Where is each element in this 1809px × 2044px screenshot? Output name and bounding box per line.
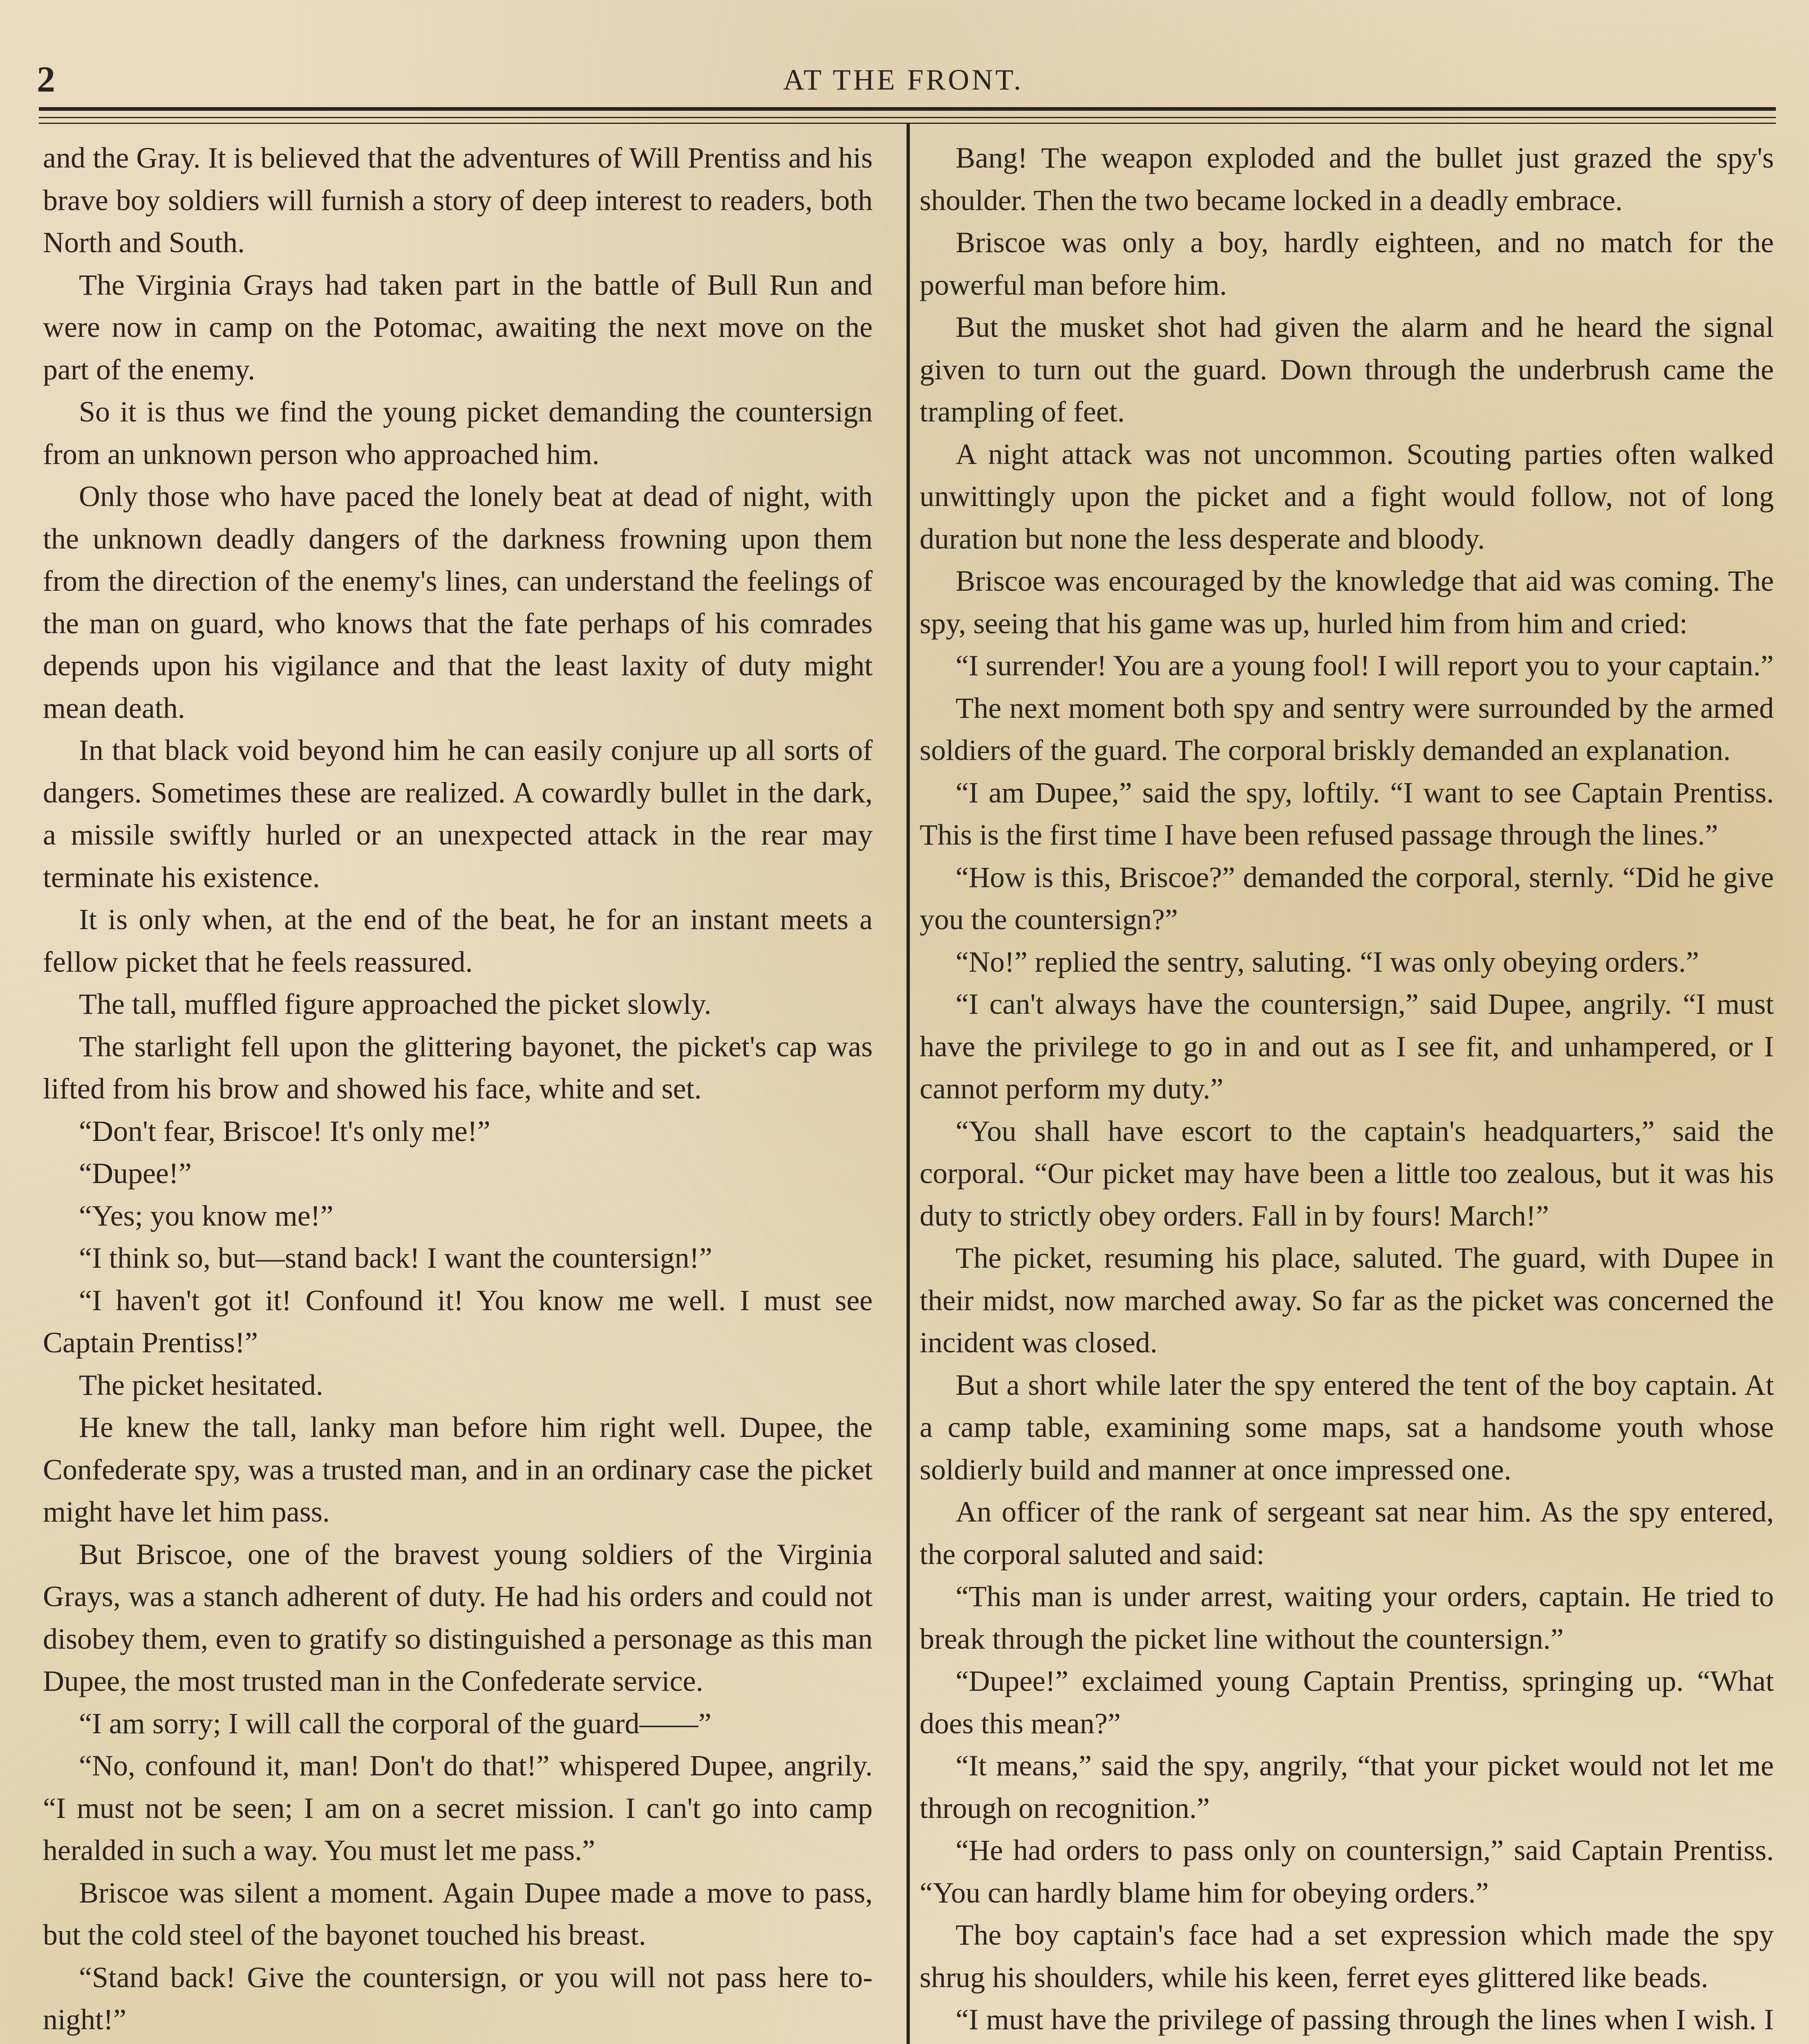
paragraph: But the musket shot had given the alarm and he heard the signal given to turn out the guard. Down through the underbrush came the trampling of feet. bbox=[920, 311, 1774, 428]
paragraph: “You shall have escort to the captain's headquarters,” said the corporal. “Our picket may have been a little too zealous, but it was his duty to strictly obey orders. Fall in by fours! March!” bbox=[920, 1114, 1774, 1232]
paragraph: “Stand back! Give the countersign, or you will not pass here to-night!” bbox=[43, 1961, 873, 2036]
paragraph: But a short while later the spy entered the tent of the boy captain. At a camp table, examining some maps, sat a handsome youth whose soldierly build and manner at once impressed one. bbox=[920, 1368, 1774, 1486]
paragraph: Only those who have paced the lonely beat at dead of night, with the unknown deadly dangers of the darkness frowning upon them from the direction of the enemy's lines, can understand the feelings of the man on guard, who knows that the fate perhaps of his comrades depends upon his vigilance and that the least laxity of duty might mean death. bbox=[43, 480, 873, 724]
paragraph: “I haven't got it! Confound it! You know me well. I must see Captain Prentiss!” bbox=[43, 1284, 873, 1359]
paragraph: “I surrender! You are a young fool! I will report you to your captain.” bbox=[956, 649, 1774, 682]
paragraph: In that black void beyond him he can easily conjure up all sorts of dangers. Sometimes these are realized. A cowardly bullet in the dark, a missile swiftly hurled or an unexpected attack in the rear may terminate his existence. bbox=[43, 734, 873, 894]
paragraph: “This man is under arrest, waiting your orders, captain. He tried to break through the picket line without the countersign.” bbox=[920, 1580, 1774, 1655]
paragraph: Briscoe was encouraged by the knowledge that aid was coming. The spy, seeing that his game was up, hurled him from him and cried: bbox=[920, 565, 1774, 640]
header-rule-thin bbox=[39, 117, 1776, 118]
paragraph: The picket hesitated. bbox=[79, 1368, 323, 1401]
paragraph: “No!” replied the sentry, saluting. “I was only obeying orders.” bbox=[956, 945, 1699, 978]
paragraph: “Don't fear, Briscoe! It's only me!” bbox=[79, 1114, 490, 1148]
paragraph: The tall, muffled figure approached the picket slowly. bbox=[79, 988, 712, 1020]
paragraph: So it is thus we find the young picket demanding the countersign from an unknown person who approached him. bbox=[43, 395, 873, 471]
right-column bbox=[920, 137, 1774, 2044]
page-number: 2 bbox=[37, 59, 55, 100]
page-header bbox=[37, 57, 1770, 102]
paragraph: “Dupee!” exclaimed young Captain Prentiss, springing up. “What does this mean?” bbox=[920, 1665, 1774, 1740]
paragraph: Bang! The weapon exploded and the bullet just grazed the spy's shoulder. Then the two became locked in a deadly embrace. bbox=[920, 141, 1774, 217]
paragraph: “I must have the privilege of passing through the lines when I wish. I bbox=[956, 2003, 1774, 2036]
paragraph: “Yes; you know me!” bbox=[79, 1199, 334, 1232]
header-rule-thick bbox=[39, 107, 1776, 111]
paragraph bbox=[43, 2041, 873, 2044]
paragraph: It is only when, at the end of the beat, he for an instant meets a fellow picket that he feels reassured. bbox=[43, 903, 873, 978]
paragraph: A night attack was not uncommon. Scouting parties often walked unwittingly upon the picket and a fight would follow, not of long duration but none the less desperate and bloody. bbox=[920, 437, 1774, 555]
paragraph: “I can't always have the countersign,” said Dupee, angrily. “I must have the privilege to go in and out as I see fit, and unhampered, or I cannot perform my duty.” bbox=[920, 988, 1774, 1105]
paragraph: “He had orders to pass only on countersign,” said Captain Prentiss. “You can hardly blame him for obeying orders.” bbox=[920, 1834, 1774, 1909]
paragraph: The Virginia Grays had taken part in the battle of Bull Run and were now in camp on the Potomac, awaiting the next move on the part of the enemy. bbox=[43, 268, 873, 386]
left-column bbox=[43, 137, 873, 2044]
paragraph: “How is this, Briscoe?” demanded the corporal, sternly. “Did he give you the countersign?” bbox=[920, 861, 1774, 936]
paragraph: “Dupee!” bbox=[79, 1157, 192, 1190]
paragraph: An officer of the rank of sergeant sat near him. As the spy entered, the corporal saluted and said: bbox=[920, 1495, 1774, 1571]
paragraph: Briscoe was silent a moment. Again Dupee made a move to pass, but the cold steel of the bayonet touched his breast. bbox=[43, 1876, 873, 1951]
paragraph: and the Gray. It is believed that the adventures of Will Prentiss and his brave boy soldiers will furnish a story of deep interest to readers, both North and South. bbox=[43, 141, 873, 259]
paragraph: The starlight fell upon the glittering bayonet, the picket's cap was lifted from his brow and showed his face, white and set. bbox=[43, 1030, 873, 1105]
paragraph: The picket, resuming his place, saluted. The guard, with Dupee in their midst, now marched away. So far as the picket was concerned the incident was closed. bbox=[920, 1242, 1774, 1359]
paragraph: “I am Dupee,” said the spy, loftily. “I want to see Captain Prentiss. This is the first time I have been refused passage through the lines.” bbox=[920, 776, 1774, 851]
paragraph: But Briscoe, one of the bravest young soldiers of the Virginia Grays, was a stanch adherent of duty. He had his orders and could not disobey them, even to gratify so distinguished a personage as this man Dupee, the most trusted man in the Confederate service. bbox=[43, 1537, 873, 1697]
paragraph: He knew the tall, lanky man before him right well. Dupee, the Confederate spy, was a trusted man, and in an ordinary case the picket might have let him pass. bbox=[43, 1411, 873, 1528]
paragraph: The boy captain's face had a set expression which made the spy shrug his shoulders, while his keen, ferret eyes glittered like beads. bbox=[920, 1918, 1774, 1994]
paragraph: “It means,” said the spy, angrily, “that your picket would not let me through on recognition.” bbox=[920, 1749, 1774, 1824]
paragraph: “I am sorry; I will call the corporal of the guard——” bbox=[79, 1707, 712, 1740]
column-divider bbox=[907, 123, 910, 2044]
running-title: AT THE FRONT. bbox=[783, 63, 1024, 96]
paragraph: Briscoe was only a boy, hardly eighteen, and no match for the powerful man before him. bbox=[920, 226, 1774, 301]
paragraph: The next moment both spy and sentry were surrounded by the armed soldiers of the guard. The corporal briskly demanded an explanation. bbox=[920, 691, 1774, 766]
paragraph: “No, confound it, man! Don't do that!” whispered Dupee, angrily. “I must not be seen; I am on a secret mission. I can't go into camp heralded in such a way. You must let me pass.” bbox=[43, 1749, 873, 1867]
paragraph: “I think so, but—stand back! I want the countersign!” bbox=[79, 1242, 712, 1274]
